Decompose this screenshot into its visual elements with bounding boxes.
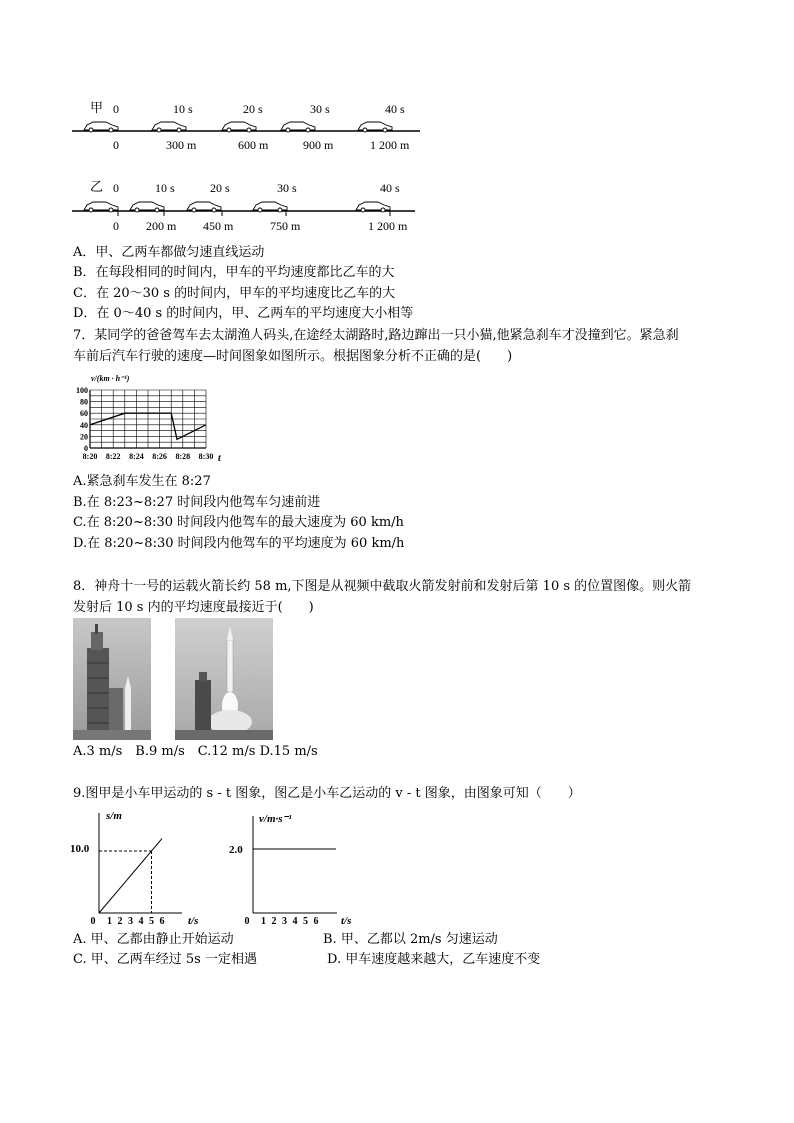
q7-x-tick-label: 8:24 — [129, 452, 144, 461]
q9a-x-tick-label: 0 — [90, 916, 96, 927]
q9b-x-tick-label: 5 — [303, 916, 308, 927]
q9-stem: 9.图甲是小车甲运动的 s - t 图象，图乙是小车乙运动的 v - t 图象，由图象可知（ ） — [73, 786, 581, 801]
q9b-x-tick-label: 2 — [271, 916, 277, 927]
rocket-after-launch-photo — [175, 618, 273, 740]
q7-x-tick-label: 8:22 — [105, 452, 121, 461]
q7-y-tick-label: 20 — [80, 432, 88, 442]
q9a-x-tick-label: 4 — [138, 916, 144, 927]
q7-y-ticks — [76, 386, 88, 453]
yi-position: 1 200 m — [368, 219, 408, 233]
q9a-x-tick-label: 2 — [117, 916, 123, 927]
q9b-x-tick-label: 1 — [261, 916, 266, 927]
jia-position: 0 — [113, 138, 119, 152]
q6-option-c: C．在 20～30 s 的时间内，甲车的平均速度比乙车的大 — [73, 286, 396, 301]
yi-position: 450 m — [203, 219, 234, 233]
jia-position: 1 200 m — [370, 138, 410, 152]
rocket-before-launch-photo — [73, 618, 151, 740]
q8-stem-line2: 发射后 10 s 内的平均速度最接近于( ) — [73, 600, 314, 615]
q7-option-c: C.在 8:20~8:30 时间段内他驾车的最大速度为 60 km/h — [73, 515, 404, 530]
q9b-x-tick-label: 6 — [313, 916, 319, 927]
q7-y-axis-label: v/(km · h⁻¹) — [91, 374, 130, 383]
q9b-x-tick-label: 4 — [292, 916, 298, 927]
q7-x-ticks — [83, 452, 214, 461]
jia-time: 0 — [113, 102, 119, 116]
yi-time: 10 s — [155, 181, 175, 195]
yi-time: 30 s — [277, 181, 297, 195]
q9-option-c: C. 甲、乙两车经过 5s 一定相遇 — [73, 952, 257, 967]
q9-v-t-chart — [225, 808, 365, 930]
yi-positions — [113, 219, 408, 233]
q7-velocity-time-chart — [68, 368, 238, 468]
q7-option-b: B.在 8:23~8:27 时间段内他驾车匀速前进 — [73, 495, 321, 510]
jia-time: 40 s — [385, 102, 405, 116]
q7-option-d: D.在 8:20~8:30 时间段内他驾车的平均速度为 60 km/h — [73, 536, 405, 551]
jia-position: 600 m — [238, 138, 269, 152]
q7-stem-line1: 7．某同学的爸爸驾车去太湖渔人码头,在途经太湖路时,路边蹿出一只小猫,他紧急刹车才没撞到它。紧急刹 — [73, 328, 679, 343]
q9-option-a: A. 甲、乙都由静止开始运动 — [73, 932, 234, 947]
q6-option-d: D．在 0～40 s 的时间内，甲、乙两车的平均速度大小相等 — [73, 306, 414, 321]
yi-time: 0 — [113, 181, 119, 195]
q7-stem-line2: 车前后汽车行驶的速度—时间图象如图所示。根据图象分析不正确的是( ) — [73, 349, 513, 364]
yi-position: 200 m — [146, 219, 177, 233]
q7-option-a: A.紧急刹车发生在 8:27 — [73, 474, 211, 489]
q7-x-tick-label: 8:28 — [175, 452, 191, 461]
yi-position: 0 — [113, 219, 119, 233]
q7-x-tick-label: 8:30 — [198, 452, 214, 461]
q7-y-tick-label: 0 — [84, 444, 88, 453]
q9b-x-axis-label: t/s — [341, 915, 352, 927]
q9a-x-tick-label: 3 — [128, 916, 133, 927]
q9a-series-line — [99, 839, 162, 913]
q9a-x-tick-label: 5 — [149, 916, 154, 927]
q7-x-axis-label: t — [218, 453, 221, 464]
q9-option-d: D. 甲车速度越来越大，乙车速度不变 — [327, 952, 541, 967]
q8-options: A.3 m/s B.9 m/s C.12 m/s D.15 m/s — [73, 744, 318, 759]
jia-times — [113, 102, 405, 116]
jia-time: 20 s — [243, 102, 263, 116]
jia-time: 10 s — [173, 102, 193, 116]
q6-car-figure — [60, 95, 440, 240]
yi-position: 750 m — [270, 219, 301, 233]
jia-positions — [113, 138, 410, 152]
q9b-x-ticks — [245, 916, 319, 927]
q9a-y-marked: 10.0 — [70, 843, 90, 855]
q9b-y-marked: 2.0 — [229, 844, 243, 856]
jia-position: 900 m — [303, 138, 334, 152]
q9-s-t-chart — [70, 805, 210, 930]
jia-time: 30 s — [310, 102, 330, 116]
q7-x-tick-label: 8:20 — [82, 452, 98, 461]
jia-position: 300 m — [166, 138, 197, 152]
q9a-x-axis-label: t/s — [188, 915, 199, 927]
q8-stem-line1: 8．神舟十一号的运载火箭长约 58 m,下图是从视频中截取火箭发射前和发射后第 10 s 的位置图像。则火箭 — [73, 579, 692, 594]
q9b-x-tick-label: 0 — [244, 916, 250, 927]
q9a-x-tick-label: 6 — [159, 916, 165, 927]
yi-time: 20 s — [210, 181, 230, 195]
q9-option-b: B. 甲、乙都以 2m/s 匀速运动 — [323, 932, 498, 947]
q7-x-tick-label: 8:26 — [152, 452, 167, 461]
yi-label: 乙 — [90, 179, 104, 194]
q7-y-tick-label: 100 — [76, 386, 88, 395]
q9a-x-ticks — [91, 916, 165, 927]
q9a-y-axis-label: s/m — [106, 810, 122, 822]
q6-option-b: B．在每段相同的时间内，甲车的平均速度都比乙车的大 — [73, 265, 395, 280]
q9b-x-tick-label: 3 — [282, 916, 287, 927]
q7-y-tick-label: 80 — [80, 397, 88, 407]
q9b-y-axis-label: v/m·s⁻¹ — [259, 813, 292, 825]
jia-label: 甲 — [90, 100, 104, 115]
yi-time: 40 s — [380, 181, 400, 195]
q6-option-a: A．甲、乙两车都做匀速直线运动 — [73, 245, 265, 260]
yi-times — [113, 181, 400, 195]
q7-y-tick-label: 60 — [80, 409, 88, 419]
q9a-x-tick-label: 1 — [107, 916, 112, 927]
q7-y-tick-label: 40 — [80, 420, 88, 430]
